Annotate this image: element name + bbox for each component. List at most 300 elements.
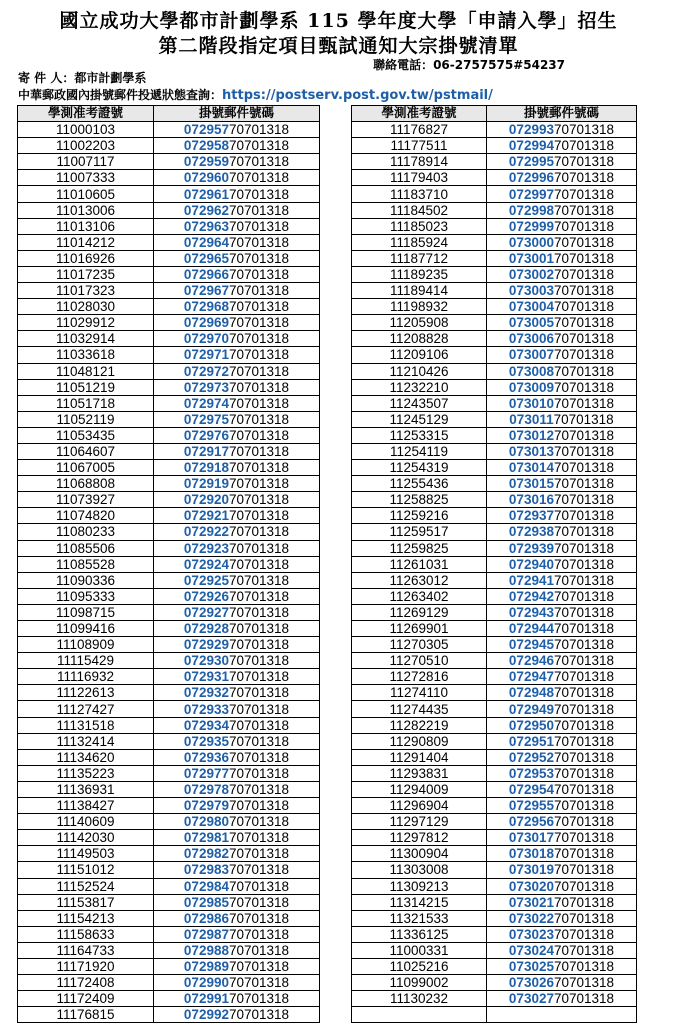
mail-no-cell (154, 637, 320, 653)
mail-no-cell (487, 556, 637, 572)
mail-no-prefix: 072972 (183, 363, 229, 379)
mail-no-cell (487, 283, 637, 299)
mail-no-prefix: 073017 (508, 830, 554, 846)
exam-no-cell: 11205908 (352, 315, 487, 331)
mail-no-prefix: 072985 (183, 894, 229, 910)
mail-no-prefix: 073013 (508, 444, 554, 460)
exam-no-cell: 11016926 (18, 250, 154, 266)
mail-no-cell (154, 894, 320, 910)
mail-no-prefix: 072996 (508, 170, 554, 186)
mail-no-cell (154, 540, 320, 556)
table-row (18, 894, 320, 910)
exam-no-cell: 11149503 (18, 846, 154, 862)
mail-no-cell (154, 846, 320, 862)
exam-no-cell: 11187712 (352, 250, 487, 266)
mail-no-prefix: 072922 (183, 524, 229, 540)
exam-no-cell: 11142030 (18, 830, 154, 846)
exam-no-cell: 11172409 (18, 991, 154, 1007)
exam-no-cell: 11245129 (352, 411, 487, 427)
mail-no-cell (154, 476, 320, 492)
exam-no-cell: 11254319 (352, 460, 487, 476)
exam-no-cell: 11290809 (352, 733, 487, 749)
mail-no-cell (154, 331, 320, 347)
exam-no-cell: 11051219 (18, 379, 154, 395)
mail-no-prefix: 073011 (509, 411, 554, 427)
mail-no-header: 掛號郵件號碼 (487, 106, 637, 122)
exam-no-cell: 11259517 (352, 524, 487, 540)
exam-no-cell: 11002203 (18, 138, 154, 154)
mail-no-prefix: 072934 (183, 717, 229, 733)
table-row (18, 717, 320, 733)
mail-no-suffix: 70701318 (553, 347, 615, 363)
mail-no-cell (154, 379, 320, 395)
table-row (352, 524, 637, 540)
mail-no-prefix: 072974 (183, 395, 229, 411)
mail-no-suffix: 70701318 (553, 878, 615, 894)
mail-no-cell (154, 138, 320, 154)
table-row (18, 862, 320, 878)
mail-no-cell (154, 862, 320, 878)
mail-no-cell (487, 524, 637, 540)
table-row (352, 411, 637, 427)
table-row (18, 170, 320, 186)
mail-no-suffix: 70701318 (553, 492, 615, 508)
exam-no-cell: 11179403 (352, 170, 487, 186)
table-row (352, 991, 637, 1007)
mail-no-cell (154, 299, 320, 315)
exam-no-cell: 11028030 (18, 299, 154, 315)
mail-no-cell (487, 958, 637, 974)
exam-no-cell: 11253315 (352, 427, 487, 443)
mail-no-prefix: 072939 (508, 540, 554, 556)
mail-no-cell (154, 508, 320, 524)
mail-no-prefix: 073000 (508, 234, 554, 250)
mail-no-suffix: 70701318 (228, 637, 290, 653)
table-row (352, 427, 637, 443)
table-row (18, 460, 320, 476)
mail-no-suffix: 70701318 (553, 798, 615, 814)
mail-no-prefix: 072977 (183, 765, 229, 781)
exam-no-header: 學測准考證號 (352, 106, 487, 122)
mail-no-cell (487, 154, 637, 170)
mail-no-cell (487, 846, 637, 862)
table-row (18, 363, 320, 379)
exam-no-cell: 11017323 (18, 283, 154, 299)
mail-no-cell (154, 991, 320, 1007)
exam-no-cell: 11176815 (18, 1007, 154, 1023)
mail-no-prefix: 072984 (183, 878, 229, 894)
mail-no-prefix: 072955 (508, 798, 554, 814)
mail-no-suffix: 70701318 (228, 315, 290, 331)
mail-no-suffix: 70701318 (553, 781, 615, 797)
table-row (18, 653, 320, 669)
mail-no-prefix: 072968 (183, 299, 229, 315)
mail-no-prefix: 072967 (183, 283, 229, 299)
table-row (18, 347, 320, 363)
mail-no-suffix: 70701318 (553, 202, 615, 218)
table-row (18, 427, 320, 443)
table-row (352, 604, 637, 620)
left-table-body (18, 122, 320, 1023)
mail-no-prefix: 072969 (183, 315, 229, 331)
exam-no-cell: 11074820 (18, 508, 154, 524)
exam-no-cell: 11095333 (18, 588, 154, 604)
mail-no-suffix: 70701318 (553, 717, 615, 733)
mail-no-prefix: 073007 (508, 347, 554, 363)
mail-no-prefix: 073008 (508, 363, 554, 379)
mail-no-suffix: 70701318 (553, 186, 615, 202)
table-row (352, 460, 637, 476)
mail-no-suffix: 70701318 (553, 701, 615, 717)
mail-no-prefix: 073001 (508, 250, 554, 266)
mail-no-cell (487, 218, 637, 234)
mail-no-suffix: 70701318 (553, 926, 615, 942)
table-row (352, 846, 637, 862)
mail-no-prefix: 072923 (183, 540, 229, 556)
mail-no-suffix: 70701318 (228, 331, 290, 347)
exam-no-cell: 11073927 (18, 492, 154, 508)
mail-no-suffix: 70701318 (553, 685, 615, 701)
mail-no-cell (487, 540, 637, 556)
mail-no-suffix: 70701318 (228, 411, 290, 427)
mail-no-suffix: 70701318 (228, 556, 290, 572)
mail-no-suffix: 70701318 (228, 846, 290, 862)
mail-no-cell (487, 170, 637, 186)
exam-no-cell: 11172408 (18, 975, 154, 991)
mail-no-prefix: 072917 (183, 444, 229, 460)
table-row (352, 266, 637, 282)
exam-no-cell: 11007117 (18, 154, 154, 170)
table-row (18, 958, 320, 974)
mail-no-suffix: 70701318 (228, 524, 290, 540)
mail-no-prefix: 072930 (183, 653, 229, 669)
exam-no-cell: 11115429 (18, 653, 154, 669)
mail-no-prefix: 072971 (183, 347, 229, 363)
exam-no-cell: 11210426 (352, 363, 487, 379)
table-header-row (18, 106, 320, 122)
exam-no-cell: 11189414 (352, 283, 487, 299)
mail-no-suffix: 70701318 (553, 379, 615, 395)
mail-no-suffix: 70701318 (228, 234, 290, 250)
table-row (352, 331, 637, 347)
mail-no-cell (154, 234, 320, 250)
mail-no-suffix: 70701318 (228, 926, 290, 942)
mail-no-cell (154, 395, 320, 411)
mail-no-cell (487, 588, 637, 604)
mail-no-prefix: 072976 (183, 427, 229, 443)
exam-no-cell: 11098715 (18, 604, 154, 620)
exam-no-cell: 11270510 (352, 653, 487, 669)
mail-no-prefix: 072997 (508, 186, 554, 202)
mail-no-suffix: 70701318 (553, 299, 615, 315)
mail-no-cell (487, 733, 637, 749)
mail-no-suffix: 70701318 (553, 765, 615, 781)
mail-no-cell (154, 749, 320, 765)
mail-no-cell (154, 122, 320, 138)
table-row (18, 669, 320, 685)
exam-no-cell: 11296904 (352, 798, 487, 814)
mail-no-prefix: 072950 (508, 717, 554, 733)
exam-no-cell: 11099416 (18, 621, 154, 637)
table-row (352, 572, 637, 588)
table-row (18, 379, 320, 395)
exam-no-cell: 11067005 (18, 460, 154, 476)
mail-no-suffix: 70701318 (553, 138, 615, 154)
exam-no-cell (352, 1007, 487, 1023)
table-row (352, 588, 637, 604)
table-row (18, 524, 320, 540)
mail-no-prefix: 073025 (508, 959, 554, 975)
mail-no-suffix: 70701318 (228, 218, 290, 234)
mail-no-cell (154, 765, 320, 781)
mail-no-suffix: 70701318 (553, 122, 615, 138)
exam-no-cell: 11085528 (18, 556, 154, 572)
table-row (18, 266, 320, 282)
mail-no-prefix: 072970 (183, 331, 229, 347)
exam-no-cell: 11189235 (352, 266, 487, 282)
mail-no-suffix: 70701318 (553, 572, 615, 588)
mail-no-suffix: 70701318 (553, 331, 615, 347)
mail-no-cell (154, 218, 320, 234)
mail-no-cell (154, 910, 320, 926)
mail-no-prefix: 072975 (183, 411, 229, 427)
mail-no-cell (487, 299, 637, 315)
mail-no-prefix: 072948 (508, 685, 554, 701)
mail-no-prefix: 072940 (508, 556, 554, 572)
mail-no-prefix: 072932 (183, 685, 229, 701)
mail-no-suffix: 70701318 (228, 395, 290, 411)
mail-no-suffix: 70701318 (228, 959, 290, 975)
exam-no-cell: 11259825 (352, 540, 487, 556)
mail-no-prefix: 072973 (183, 379, 229, 395)
mail-no-suffix: 70701318 (553, 395, 615, 411)
table-row (352, 443, 637, 459)
mail-no-prefix: 073012 (508, 427, 554, 443)
mail-no-cell (487, 411, 637, 427)
mail-no-suffix: 70701318 (553, 894, 615, 910)
mail-no-suffix: 70701318 (553, 910, 615, 926)
mail-no-cell (154, 701, 320, 717)
table-row (18, 331, 320, 347)
mail-no-cell (154, 556, 320, 572)
mail-no-prefix: 072958 (183, 138, 229, 154)
mail-no-cell (487, 508, 637, 524)
mail-no-cell (487, 637, 637, 653)
mail-no-prefix: 072992 (183, 1007, 229, 1023)
table-row (18, 991, 320, 1007)
mail-no-suffix: 70701318 (228, 444, 290, 460)
mail-no-prefix: 072981 (183, 830, 229, 846)
mail-no-cell (487, 234, 637, 250)
tracking-label: 中華郵政國內掛號郵件投遞狀態查詢： (18, 88, 223, 102)
mail-no-prefix: 072957 (183, 122, 229, 138)
mail-no-prefix: 072954 (508, 781, 554, 797)
table-row (18, 749, 320, 765)
table-row (352, 669, 637, 685)
exam-no-cell: 11029912 (18, 315, 154, 331)
exam-no-cell: 11263402 (352, 588, 487, 604)
exam-no-cell: 11010605 (18, 186, 154, 202)
mail-no-suffix: 70701318 (553, 363, 615, 379)
table-row (18, 975, 320, 991)
table-row (18, 910, 320, 926)
exam-no-cell: 11132414 (18, 733, 154, 749)
exam-no-cell: 11314215 (352, 894, 487, 910)
mail-no-cell (154, 669, 320, 685)
table-row (352, 975, 637, 991)
mail-no-cell (154, 411, 320, 427)
mail-no-cell (487, 910, 637, 926)
mail-no-suffix: 70701318 (228, 878, 290, 894)
exam-no-cell: 11272816 (352, 669, 487, 685)
table-row (352, 685, 637, 701)
mail-no-cell (487, 186, 637, 202)
mail-no-prefix: 072959 (183, 154, 229, 170)
mail-no-suffix: 70701318 (228, 363, 290, 379)
mail-no-suffix: 70701318 (553, 814, 615, 830)
exam-no-cell: 11051718 (18, 395, 154, 411)
exam-no-cell: 11090336 (18, 572, 154, 588)
mail-no-suffix: 70701318 (228, 781, 290, 797)
mail-no-prefix: 073023 (508, 926, 554, 942)
exam-no-cell: 11053435 (18, 427, 154, 443)
mail-no-cell (154, 878, 320, 894)
mail-no-suffix: 70701318 (228, 508, 290, 524)
sender-line: 寄 件 人：都市計劃學系 (18, 71, 147, 85)
mail-no-cell (487, 814, 637, 830)
mail-no-prefix: 073016 (508, 492, 554, 508)
mail-no-suffix: 70701318 (553, 427, 615, 443)
exam-no-cell: 11300904 (352, 846, 487, 862)
mail-no-suffix: 70701318 (553, 942, 615, 958)
mail-no-suffix: 70701318 (228, 186, 290, 202)
mail-no-prefix: 072919 (183, 476, 229, 492)
mail-no-cell (487, 492, 637, 508)
table-row (352, 878, 637, 894)
table-row (352, 186, 637, 202)
table-row (18, 733, 320, 749)
mail-no-suffix: 70701318 (553, 444, 615, 460)
mail-no-prefix: 072989 (183, 959, 229, 975)
mail-no-prefix: 072979 (183, 798, 229, 814)
left-registry-table (17, 105, 320, 1023)
table-row (352, 653, 637, 669)
mail-no-cell (487, 1007, 637, 1023)
mail-no-cell (487, 266, 637, 282)
exam-no-cell: 11013106 (18, 218, 154, 234)
tracking-url-link[interactable]: https://postserv.post.gov.tw/pstmail/ (222, 88, 493, 103)
right-table-body (352, 122, 637, 1023)
exam-no-cell: 11293831 (352, 765, 487, 781)
mail-no-prefix: 072949 (508, 701, 554, 717)
table-row (18, 476, 320, 492)
mail-no-prefix: 072920 (183, 492, 229, 508)
mail-no-prefix: 072966 (183, 266, 229, 282)
page-title: 國立成功大學都市計劃學系 115 學年度大學「申請入學」招生 (59, 10, 618, 32)
table-row (18, 556, 320, 572)
mail-no-prefix: 072998 (508, 202, 554, 218)
mail-no-prefix: 072965 (183, 250, 229, 266)
table-row (18, 411, 320, 427)
table-row (18, 443, 320, 459)
mail-no-cell (154, 975, 320, 991)
exam-no-cell: 11080233 (18, 524, 154, 540)
table-row (352, 1007, 637, 1023)
mail-no-cell (487, 975, 637, 991)
mail-no-suffix: 70701318 (228, 910, 290, 926)
mail-no-prefix: 072983 (183, 862, 229, 878)
exam-no-cell: 11153817 (18, 894, 154, 910)
exam-no-cell: 11108909 (18, 637, 154, 653)
exam-no-cell: 11000103 (18, 122, 154, 138)
mail-no-cell (487, 250, 637, 266)
mail-no-cell (154, 942, 320, 958)
mail-no-prefix: 072931 (183, 669, 229, 685)
exam-no-cell: 11085506 (18, 540, 154, 556)
mail-no-suffix: 70701318 (553, 154, 615, 170)
mail-no-cell (154, 202, 320, 218)
table-row (352, 250, 637, 266)
mail-no-prefix: 073022 (508, 910, 554, 926)
table-row (18, 315, 320, 331)
mail-no-cell (487, 572, 637, 588)
mail-no-suffix: 70701318 (228, 653, 290, 669)
mail-no-cell (487, 621, 637, 637)
mail-no-prefix: 073003 (508, 283, 554, 299)
mail-no-suffix: 70701318 (553, 250, 615, 266)
mail-no-prefix: 072929 (183, 637, 229, 653)
exam-no-cell: 11303008 (352, 862, 487, 878)
table-row (18, 942, 320, 958)
mail-no-suffix: 70701318 (228, 540, 290, 556)
exam-no-cell: 11013006 (18, 202, 154, 218)
mail-no-prefix: 072986 (183, 910, 229, 926)
exam-no-cell: 11258825 (352, 492, 487, 508)
mail-no-prefix: 072999 (508, 218, 554, 234)
table-row (352, 942, 637, 958)
mail-no-cell (154, 524, 320, 540)
mail-no-prefix: 072988 (183, 942, 229, 958)
mail-no-cell (154, 814, 320, 830)
mail-no-prefix: 072935 (183, 733, 229, 749)
exam-no-cell: 11294009 (352, 781, 487, 797)
exam-no-cell: 11140609 (18, 814, 154, 830)
table-row (352, 814, 637, 830)
table-row (18, 701, 320, 717)
mail-no-suffix: 70701318 (228, 170, 290, 186)
mail-no-cell (487, 395, 637, 411)
mail-no-cell (487, 653, 637, 669)
exam-no-cell: 11151012 (18, 862, 154, 878)
table-row (18, 572, 320, 588)
table-row (352, 958, 637, 974)
table-row (18, 508, 320, 524)
exam-no-cell: 11138427 (18, 798, 154, 814)
exam-no-cell: 11282219 (352, 717, 487, 733)
table-row (352, 781, 637, 797)
mail-no-cell (154, 492, 320, 508)
exam-no-cell: 11134620 (18, 749, 154, 765)
contact-phone: 聯絡電話：06-2757575#54237 (373, 58, 565, 72)
table-row (352, 492, 637, 508)
exam-no-cell: 11269901 (352, 621, 487, 637)
mail-no-suffix: 70701318 (553, 476, 615, 492)
mail-no-suffix: 70701318 (228, 733, 290, 749)
exam-no-cell: 11291404 (352, 749, 487, 765)
mail-no-suffix: 70701318 (553, 283, 615, 299)
table-row (352, 379, 637, 395)
mail-no-cell (154, 186, 320, 202)
